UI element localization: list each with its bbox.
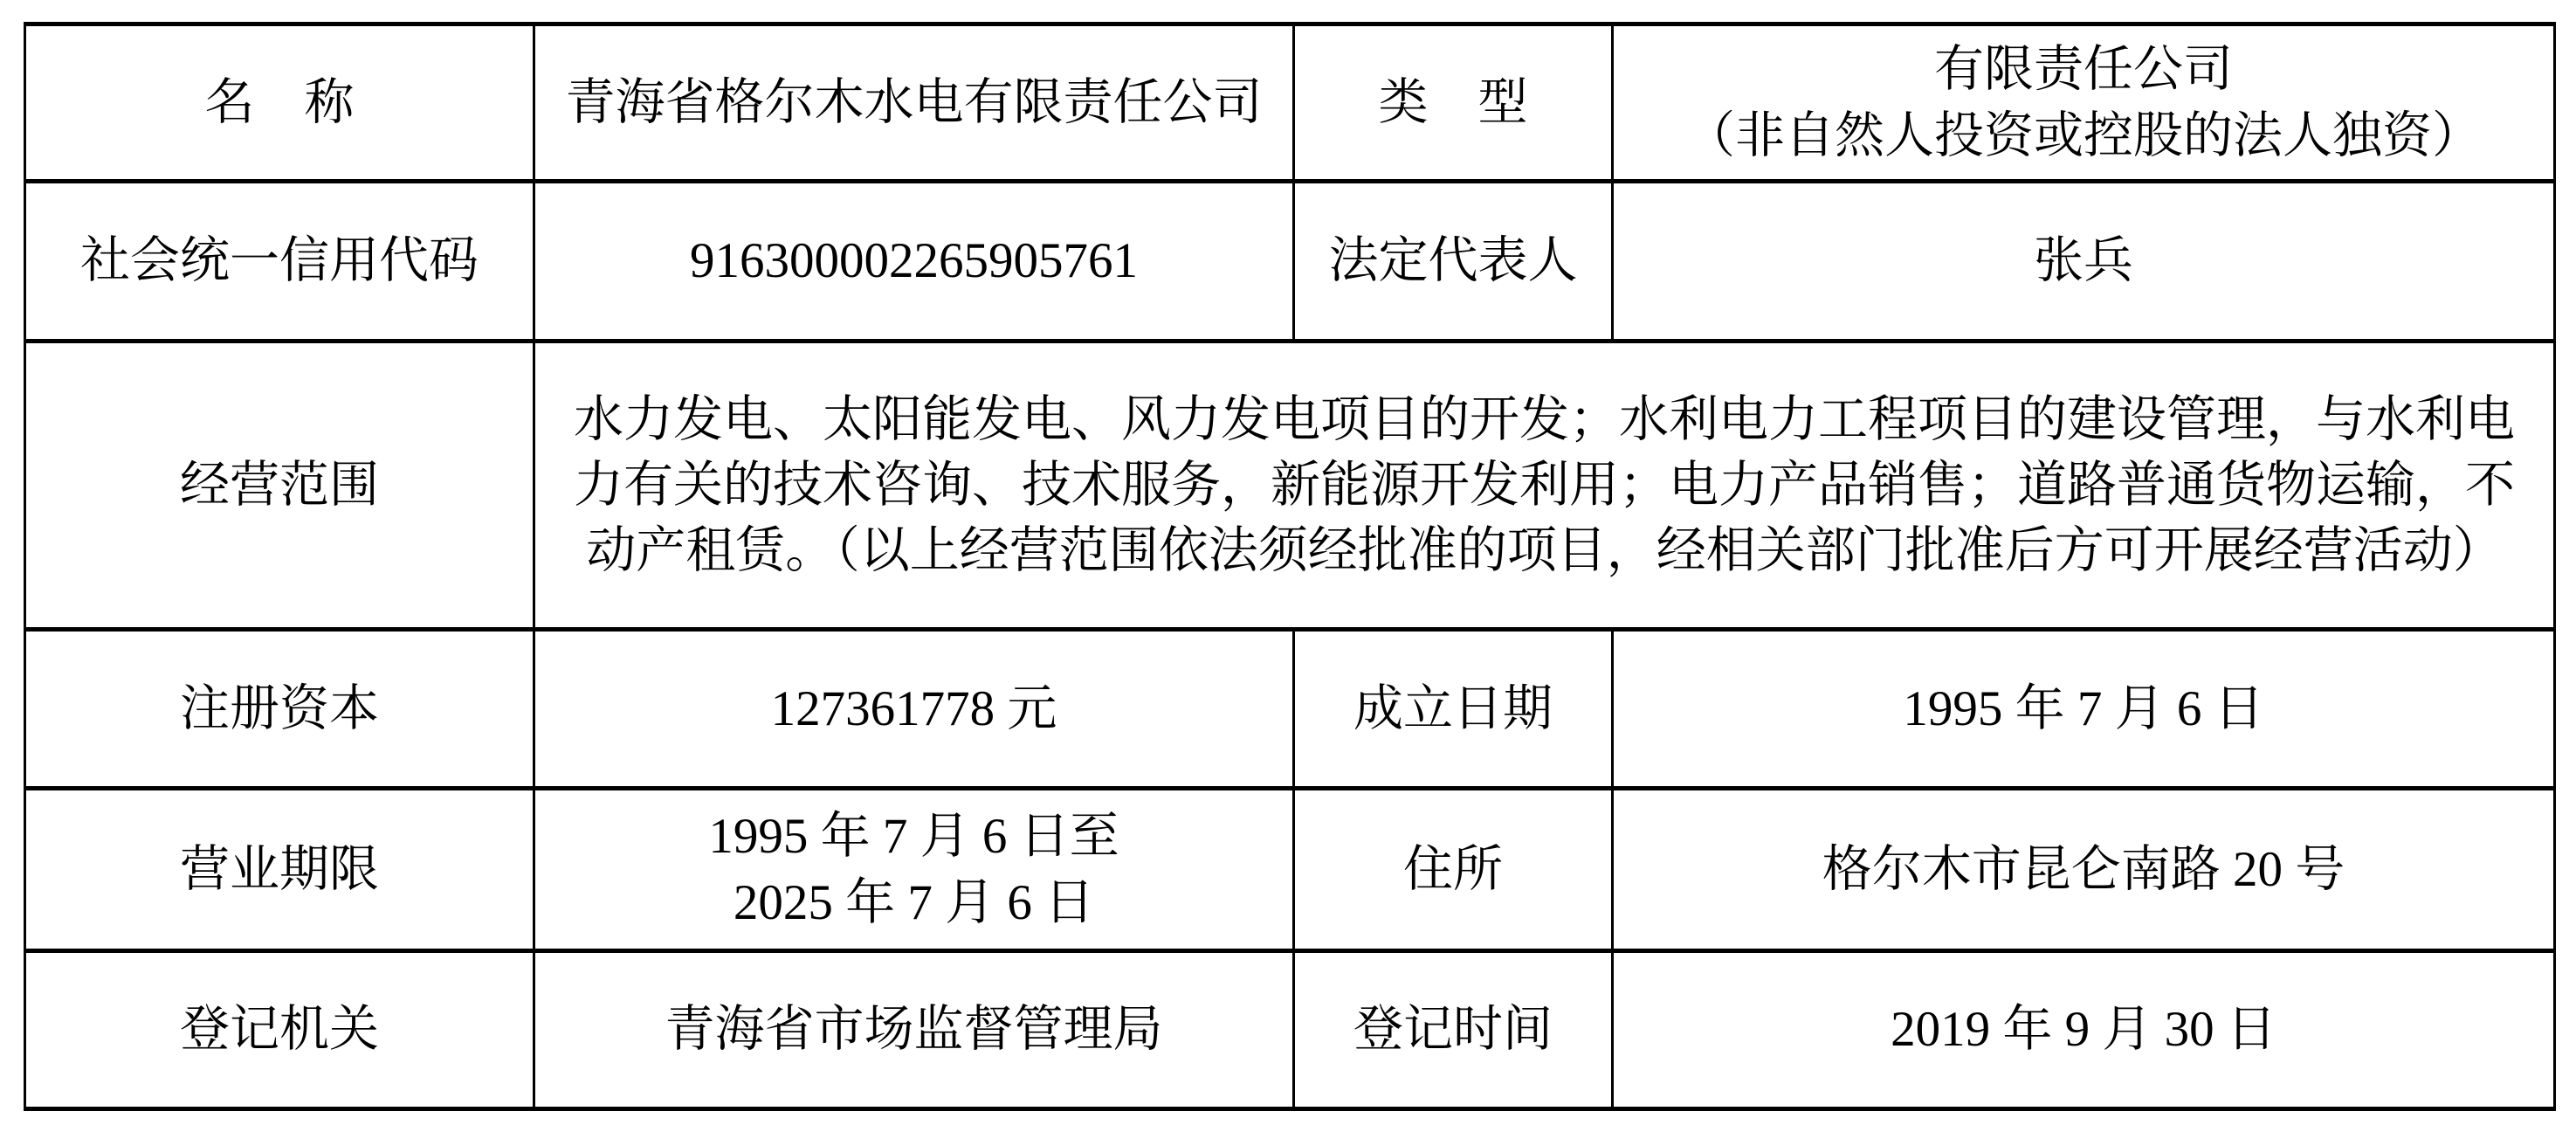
legal-representative-value: 张兵 <box>1613 182 2555 342</box>
legal-representative-label: 法定代表人 <box>1294 182 1613 342</box>
row-capital-establishment <box>25 630 2555 789</box>
registered-capital-label: 注册资本 <box>25 630 534 789</box>
company-name-label: 名 称 <box>25 24 534 182</box>
company-type-label: 类 型 <box>1294 24 1613 182</box>
registration-authority-label: 登记机关 <box>25 951 534 1109</box>
registration-date-label: 登记时间 <box>1294 951 1613 1109</box>
business-scope-label: 经营范围 <box>25 342 534 630</box>
business-term-value-line2: 2025 年 7 月 6 日 <box>733 874 1095 930</box>
address-label: 住所 <box>1294 789 1613 951</box>
business-term-value <box>534 789 1294 951</box>
registered-capital-value: 127361778 元 <box>534 630 1294 789</box>
registration-date-value: 2019 年 9 月 30 日 <box>1613 951 2555 1109</box>
establishment-date-value: 1995 年 7 月 6 日 <box>1613 630 2555 789</box>
company-type-value-line1: 有限责任公司 <box>1934 42 2233 98</box>
row-name-type <box>25 24 2555 182</box>
row-term-address <box>25 789 2555 951</box>
row-authority-registration-date <box>25 951 2555 1109</box>
business-term-label: 营业期限 <box>25 789 534 951</box>
row-credit-code-legal-rep <box>25 182 2555 342</box>
credit-code-label: 社会统一信用代码 <box>25 182 534 342</box>
establishment-date-label: 成立日期 <box>1294 630 1613 789</box>
business-term-value-line1: 1995 年 7 月 6 日至 <box>708 809 1119 865</box>
company-type-value <box>1613 24 2555 182</box>
address-value: 格尔木市昆仑南路 20 号 <box>1613 789 2555 951</box>
credit-code-value: 916300002265905761 <box>534 182 1294 342</box>
company-type-value-line2: （非自然人投资或控股的法人独资） <box>1685 107 2482 163</box>
row-business-scope <box>25 342 2555 630</box>
company-name-value: 青海省格尔木水电有限责任公司 <box>534 24 1294 182</box>
company-info-table <box>24 22 2556 1111</box>
registration-authority-value: 青海省市场监督管理局 <box>534 951 1294 1109</box>
business-scope-value: 水力发电、太阳能发电、风力发电项目的开发；水利电力工程项目的建设管理，与水利电力有关的技术咨询、技术服务，新能源开发利用；电力产品销售；道路普通货物运输，不动产租赁。（以上经营范围依法须经批准的项目，经相关部门批准后方可开展经营活动） <box>534 342 2555 630</box>
